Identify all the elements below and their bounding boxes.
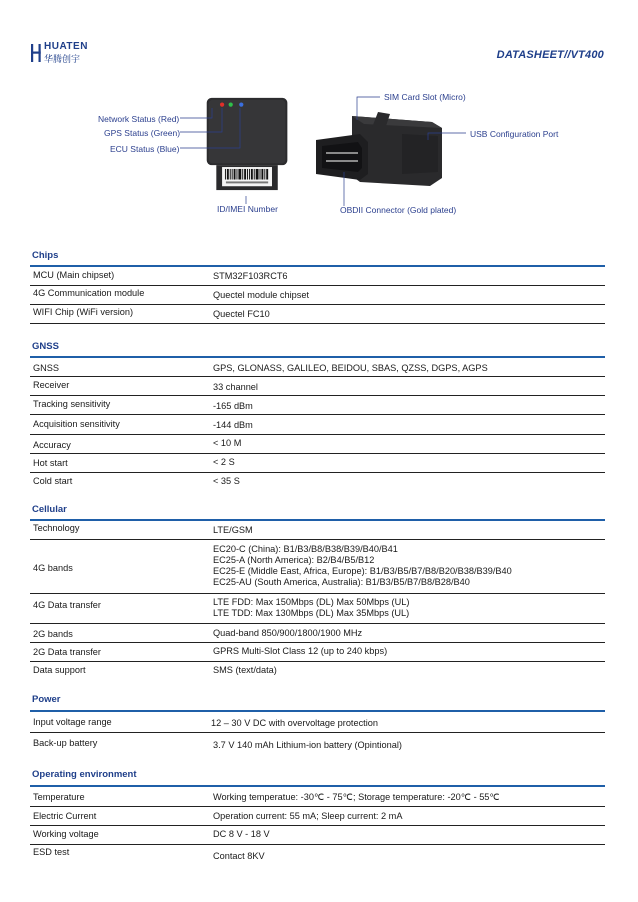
- row-label: Back-up battery: [33, 738, 98, 748]
- table-row: [30, 643, 605, 662]
- table-row: [30, 521, 605, 540]
- row-value-multiline: [213, 597, 601, 619]
- table-row: [30, 807, 605, 826]
- row-value: Contact 8KV: [213, 851, 265, 861]
- row-value: < 35 S: [213, 476, 240, 486]
- row-value-line: LTE FDD: Max 150Mbps (DL) Max 50Mbps (UL): [213, 597, 410, 607]
- row-value: < 2 S: [213, 457, 235, 467]
- row-value-line: EC25-E (Middle East, Africa, Europe): B1/B3/B5/B7/B8/B20/B38/B39/B40: [213, 566, 512, 576]
- label-network-status: Network Status (Red): [98, 114, 180, 124]
- table-row: [30, 454, 605, 473]
- table-row: [30, 662, 605, 680]
- row-label: 2G bands: [33, 629, 73, 639]
- table-row: [30, 540, 605, 594]
- row-label: WIFI Chip (WiFi version): [33, 307, 134, 317]
- table-row: [30, 733, 605, 755]
- table-row: [30, 286, 605, 305]
- table-row: [30, 435, 605, 454]
- row-label: MCU (Main chipset): [33, 270, 115, 280]
- row-label: 4G Communication module: [33, 288, 145, 298]
- row-value: Working temperatue: -30℃ - 75℃; Storage temperature: -20℃ - 55℃: [213, 792, 500, 802]
- row-value: 12 – 30 V DC with overvoltage protection: [211, 718, 378, 728]
- callout-lines: [0, 0, 638, 230]
- row-value: GPS, GLONASS, GALILEO, BEIDOU, SBAS, QZSS, DGPS, AGPS: [213, 363, 488, 373]
- row-value: -165 dBm: [213, 401, 253, 411]
- brand-name-cn: 华腾创宇: [44, 55, 81, 65]
- datasheet-title: DATASHEET//VT400: [496, 49, 604, 61]
- section-title-environment: Operating environment: [32, 769, 137, 780]
- label-gps-status: GPS Status (Green): [104, 128, 181, 138]
- label-obd-connector: OBDII Connector (Gold plated): [340, 205, 457, 215]
- row-value-line: EC25-A (North America): B2/B4/B5/B12: [213, 555, 375, 565]
- row-value: 3.7 V 140 mAh Lithium-ion battery (Opintional): [213, 740, 402, 750]
- section-title-power: Power: [32, 694, 61, 705]
- row-label: Acquisition sensitivity: [33, 419, 120, 429]
- row-label: 4G Data transfer: [33, 600, 101, 610]
- table-row: [30, 267, 605, 286]
- label-ecu-status: ECU Status (Blue): [110, 144, 180, 154]
- row-value: Quectel module chipset: [213, 290, 310, 300]
- row-value: SMS (text/data): [213, 665, 277, 675]
- section-title-cellular: Cellular: [32, 504, 67, 515]
- row-label: Technology: [33, 523, 80, 533]
- label-usb-port: USB Configuration Port: [470, 129, 559, 139]
- row-value: GPRS Multi-Slot Class 12 (up to 240 kbps): [213, 646, 388, 656]
- table-row: [30, 377, 605, 396]
- row-value-line: EC25-AU (South America, Australia): B1/B3/B5/B7/B8/B28/B40: [213, 577, 470, 587]
- row-label: Cold start: [33, 476, 73, 486]
- section-title-gnss: GNSS: [32, 341, 59, 352]
- row-value: Quectel FC10: [213, 309, 270, 319]
- table-row: [30, 396, 605, 415]
- table-row: [30, 305, 605, 324]
- table-row: [30, 415, 605, 435]
- table-row: [30, 624, 605, 643]
- row-value: < 10 M: [213, 438, 242, 448]
- row-label: Working voltage: [33, 829, 99, 839]
- row-label: Electric Current: [33, 811, 97, 821]
- row-value-line: LTE TDD: Max 130Mbps (DL) Max 35Mbps (UL): [213, 608, 410, 618]
- row-value: LTE/GSM: [213, 525, 253, 535]
- row-label: Data support: [33, 665, 86, 675]
- table-row: [30, 787, 605, 807]
- label-sim-slot: SIM Card Slot (Micro): [384, 92, 466, 102]
- table-row: [30, 473, 605, 490]
- brand-name-en: HUATEN: [44, 41, 88, 52]
- row-label: Temperature: [33, 792, 85, 802]
- table-row: [30, 845, 605, 865]
- table-row: [30, 712, 605, 733]
- row-value: STM32F103RCT6: [213, 271, 288, 281]
- row-label: Tracking sensitivity: [33, 399, 111, 409]
- table-row: [30, 594, 605, 624]
- row-label: Input voltage range: [33, 717, 112, 727]
- row-label: ESD test: [33, 847, 70, 857]
- row-value-multiline: [213, 544, 601, 588]
- row-label: Accuracy: [33, 440, 71, 450]
- table-row: [30, 826, 605, 845]
- row-label: 2G Data transfer: [33, 647, 101, 657]
- row-label: GNSS: [33, 363, 60, 373]
- row-value: DC 8 V - 18 V: [213, 829, 270, 839]
- row-value: Quad-band 850/900/1800/1900 MHz: [213, 628, 363, 638]
- section-title-chips: Chips: [32, 250, 59, 261]
- row-value-line: EC20-C (China): B1/B3/B8/B38/B39/B40/B41: [213, 544, 398, 554]
- row-value: Operation current: 55 mA; Sleep current: 2 mA: [213, 811, 403, 821]
- label-id-imei: ID/IMEI Number: [217, 204, 278, 214]
- row-value: -144 dBm: [213, 420, 253, 430]
- table-row: [30, 358, 605, 377]
- row-value: 33 channel: [213, 382, 258, 392]
- row-label: Receiver: [33, 380, 70, 390]
- row-label: 4G bands: [33, 563, 73, 573]
- row-label: Hot start: [33, 458, 68, 468]
